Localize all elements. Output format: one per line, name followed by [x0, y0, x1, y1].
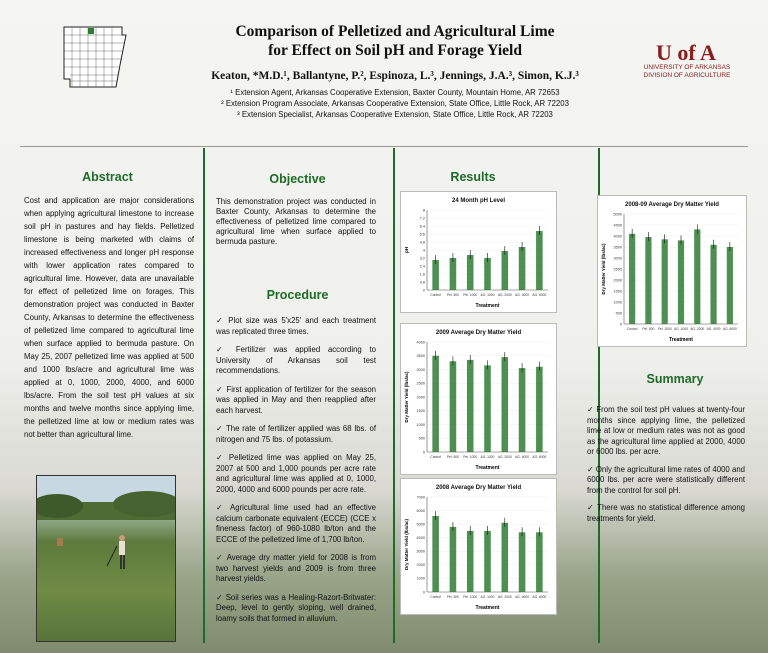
y-tick-label: 2.4 [419, 264, 425, 269]
y-tick-label: 1.6 [419, 272, 425, 277]
chart-title: 2009 Average Dry Matter Yield [435, 330, 522, 336]
y-tick-label: 3.2 [419, 256, 425, 261]
category-label: AG. 2000 [497, 595, 512, 599]
bar [645, 237, 651, 324]
category-label: Pel. 500 [446, 293, 459, 297]
bar [536, 231, 543, 290]
procedure-item: ✓ Plot size was 5'x25' and each treatment was replicated three times. [216, 316, 376, 336]
category-label: AG. 1000 [480, 455, 495, 459]
category-label: AG. 4000 [515, 293, 530, 297]
x-axis-label: Treatment [669, 337, 693, 343]
title-line-1: Comparison of Pelletized and Agricultural Lime [235, 23, 555, 40]
category-label: AG. 2000 [690, 327, 705, 331]
category-label: Pel. 1000 [657, 327, 672, 331]
bar [502, 251, 509, 290]
y-tick-label: 2000 [416, 395, 425, 400]
chart-title: 2008 Average Dry Matter Yield [435, 485, 522, 491]
category-label: Control [430, 293, 441, 297]
summary-item: ✓ There was no statistical difference among treatments for yield. [587, 503, 745, 523]
bar [536, 367, 543, 452]
y-tick-label: 0 [422, 450, 425, 455]
category-label: Pel. 1000 [463, 595, 478, 599]
y-axis-label: pH [404, 247, 409, 253]
x-axis-label: Treatment [475, 303, 500, 309]
header-divider [20, 146, 748, 147]
category-label: Pel. 500 [642, 327, 655, 331]
bar [450, 258, 457, 290]
bar [484, 531, 491, 592]
y-tick-label: 7.2 [419, 216, 425, 221]
y-tick-label: 0 [619, 322, 622, 327]
procedure-item: ✓ First application of fertilizer for the season was applied in May and then reapplied after each harvest. [216, 384, 376, 415]
arkansas-map [60, 25, 128, 89]
y-tick-label: 4000 [416, 536, 425, 541]
summary-item: ✓ From the soil test pH values at twenty-four months since applying lime, the pelletized lime at low or medium rates was not as good as the agricultural lime applied at 2000, 4000 or 6000 lbs. per acre. [587, 405, 745, 456]
y-tick-label: 4000 [416, 340, 425, 345]
procedure-item: ✓ The rate of fertilizer applied was 68 lbs. of nitrogen and 75 lbs. of potassium. [216, 424, 376, 444]
objective-heading: Objective [269, 172, 326, 186]
objective-text: This demonstration project was conducted in Baxter County, Arkansas to determine the effectiveness of pelletized lime compared to agricultural lime when surface applied to bermuda pasture. [216, 197, 376, 246]
column-divider-2 [393, 148, 395, 643]
procedure-item: ✓ Average dry matter yield for 2008 is from two harvest yields and 2009 is from three harvest yields. [216, 553, 376, 583]
category-label: AG. 2000 [497, 455, 512, 459]
bar [432, 516, 439, 592]
y-tick-label: 4500 [613, 223, 622, 228]
category-label: AG. 1000 [480, 595, 495, 599]
category-label: AG. 1000 [480, 293, 495, 297]
summary-list [587, 405, 745, 531]
y-tick-label: 4 [422, 248, 425, 253]
bar [694, 229, 700, 324]
affiliations [150, 87, 640, 120]
bar [519, 247, 526, 290]
y-tick-label: 5000 [613, 212, 622, 217]
y-tick-label: 5.6 [419, 232, 425, 237]
y-tick-label: 1500 [416, 409, 425, 414]
chart-title: 24 Month pH Level [451, 198, 505, 204]
bar [502, 523, 509, 592]
chart-plot [598, 196, 746, 346]
category-label: Control [430, 455, 441, 459]
y-tick-label: 1000 [416, 422, 425, 427]
y-tick-label: 3000 [416, 367, 425, 372]
y-tick-label: 7000 [416, 495, 425, 500]
affiliation-3: ³ Extension Specialist, Arkansas Cooperative Extension, State Office, Little Rock, AR 72203 [237, 110, 553, 119]
procedure-item: ✓ Pelletized lime was applied on May 25, 2007 at 500 and 1,000 pounds per acre rate and agricultural lime was applied at 0, 1000, 2000, 4000 and 6000 pounds per acre rate. [216, 453, 376, 494]
chart-yield-2008 [400, 478, 557, 615]
category-label: Control [430, 595, 441, 599]
procedure-item: ✓ Fertilizer was applied according to University of Arkansas soil test recommendations. [216, 345, 376, 375]
bar [519, 368, 526, 452]
bar [467, 531, 474, 592]
university-logo-text [632, 64, 742, 80]
field-photo [36, 475, 176, 642]
bar [629, 234, 635, 324]
authors: Keaton, *M.D.¹, Ballantyne, P.², Espinoza, L.³, Jennings, J.A.³, Simon, K.J.³ [211, 70, 579, 82]
y-tick-label: 0.8 [419, 280, 425, 285]
category-label: Control [626, 327, 638, 331]
title-line-2: for Effect on Soil pH and Forage Yield [268, 42, 522, 59]
y-tick-label: 4000 [613, 234, 622, 239]
y-tick-label: 8 [422, 208, 425, 213]
y-tick-label: 3000 [416, 549, 425, 554]
bar [678, 240, 684, 324]
y-axis-label: Dry Matter Yield (lbs/ac) [601, 243, 606, 295]
y-tick-label: 3500 [613, 245, 622, 250]
y-tick-label: 2000 [613, 278, 622, 283]
x-axis-label: Treatment [475, 465, 500, 471]
bar [662, 239, 668, 324]
chart-yield-2008-09 [597, 195, 747, 347]
y-tick-label: 6.4 [419, 224, 425, 229]
bar [536, 532, 543, 592]
logo-line-2: DIVISION OF AGRICULTURE [643, 72, 731, 79]
column-divider-1 [203, 148, 205, 643]
y-tick-label: 1000 [613, 300, 622, 305]
y-axis-label: Dry Matter Yield (lbs/ac) [404, 518, 409, 571]
affiliation-1: ¹ Extension Agent, Arkansas Cooperative Extension, Baxter County, Mountain Home, AR 72653 [230, 88, 560, 97]
university-logo: U of A [656, 40, 716, 65]
y-tick-label: 3500 [416, 354, 425, 359]
bar [519, 532, 526, 592]
procedure-item: ✓ Soil series was a Healing-Razort-Britwater: Deep, level to gently sloping, well drained, loamy soils that formed in alluvium. [216, 592, 376, 623]
y-tick-label: 1500 [613, 289, 622, 294]
y-tick-label: 500 [615, 311, 622, 316]
category-label: AG. 4000 [515, 595, 530, 599]
abstract-heading: Abstract [82, 170, 133, 184]
logo-line-1: UNIVERSITY OF ARKANSAS [643, 64, 731, 71]
bar [502, 357, 509, 452]
bar [450, 527, 457, 592]
y-axis-label: Dry Matter Yield (lbs/ac) [404, 371, 409, 423]
y-tick-label: 2500 [416, 381, 425, 386]
procedure-item: ✓ Agricultural lime used had an effective calcium carbonate equivalent (ECCE) (CCE x fineness factor) of 960-1080 lb/ton and the ECCE of the pelletized lime of 1,700 lb/ton. [216, 503, 376, 544]
category-label: AG. 6000 [532, 595, 547, 599]
bar [484, 258, 491, 290]
chart-plot [401, 192, 556, 312]
category-label: AG. 4000 [706, 327, 721, 331]
chart-plot [401, 479, 556, 614]
summary-item: ✓ Only the agricultural lime rates of 4000 and 6000 lbs. per acre were statistically different from the control for soil pH. [587, 464, 745, 495]
y-tick-label: 0 [422, 288, 425, 293]
bar [710, 245, 716, 324]
chart-yield-2009 [400, 323, 557, 475]
y-tick-label: 6000 [416, 508, 425, 513]
summary-heading: Summary [646, 372, 704, 386]
bar [467, 360, 474, 452]
abstract-text: Cost and application are major considerations when applying agricultural limestone to increase soil pH in pastures and hay fields. Pelletized limestone is being marketed with claims of increased effectiveness and longer pH response with lower application rates compared to agricultural lime. However, data are unavailable for effect of pelletized lime on forages. This demonstration project was conducted in Baxter County, Arkansas to determine the effectiveness of pelletized lime compared to agricultural lime when surface applied to bermuda pasture. On May 25, 2007 pelletized lime was applied at 500 and 1000 lbs/acre and agricultural lime was applied at 0, 1000, 2000, 4000, and 6000 lbs/acre. From the soil test pH values at six months and twelve months since applying lime, the pelletized lime at low or medium rates was not better than agricultural lime. [24, 196, 194, 439]
procedure-list [216, 316, 376, 632]
y-tick-label: 2500 [613, 267, 622, 272]
category-label: AG. 6000 [532, 293, 547, 297]
chart-title: 2008-09 Average Dry Matter Yield [625, 202, 719, 208]
bar [484, 365, 491, 452]
bar [727, 247, 733, 324]
category-label: AG. 4000 [515, 455, 530, 459]
category-label: Pel. 1000 [463, 455, 478, 459]
x-axis-label: Treatment [475, 605, 500, 611]
y-tick-label: 5000 [416, 522, 425, 527]
category-label: AG. 6000 [722, 327, 737, 331]
category-label: Pel. 500 [446, 455, 459, 459]
procedure-heading: Procedure [266, 288, 329, 302]
poster-title [150, 22, 640, 60]
results-heading: Results [450, 170, 496, 184]
category-label: AG. 2000 [497, 293, 512, 297]
bar [432, 356, 439, 452]
bar [432, 260, 439, 290]
chart-ph-24-month [400, 191, 557, 313]
y-tick-label: 3000 [613, 256, 622, 261]
y-tick-label: 0 [422, 590, 425, 595]
y-tick-label: 2000 [416, 563, 425, 568]
y-tick-label: 4.8 [419, 240, 425, 245]
bar [450, 361, 457, 452]
bar [467, 255, 474, 290]
y-tick-label: 1000 [416, 576, 425, 581]
category-label: Pel. 1000 [463, 293, 478, 297]
category-label: Pel. 500 [446, 595, 459, 599]
affiliation-2: ² Extension Program Associate, Arkansas Cooperative Extension, State Office, Little Rock, AR 72203 [221, 99, 569, 108]
chart-plot [401, 324, 556, 474]
category-label: AG. 1000 [674, 327, 688, 331]
y-tick-label: 500 [418, 436, 425, 441]
category-label: AG. 6000 [532, 455, 547, 459]
